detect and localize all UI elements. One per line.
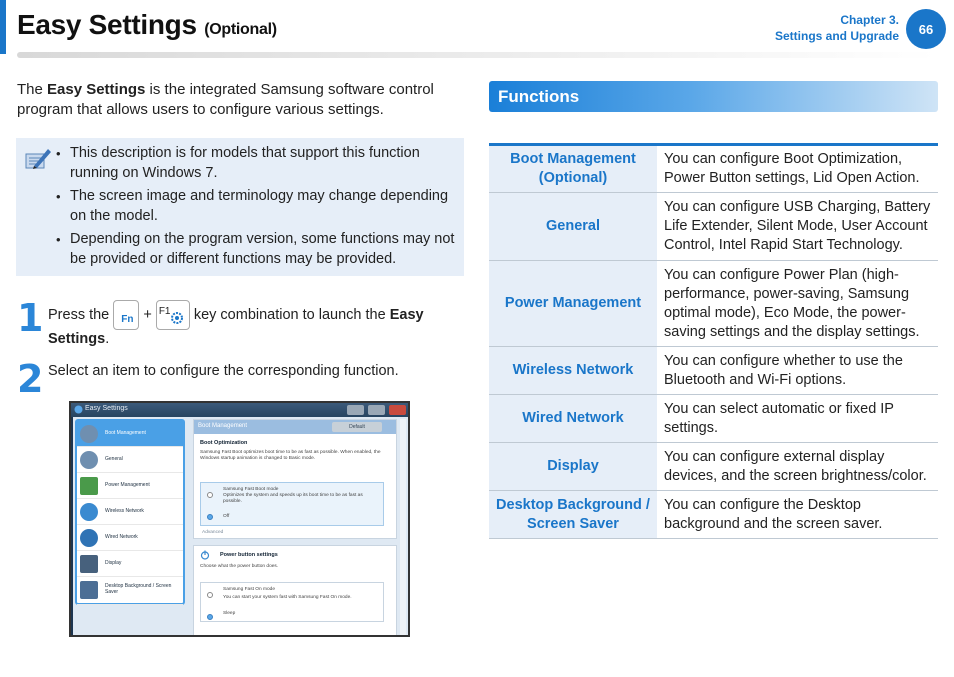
- default-button[interactable]: Default: [332, 422, 382, 432]
- boot-optimization-desc: Samsung Fast Boot optimizes boot time to be as fast as possible. When enabled, the Windows startup animation is changed to Basic mode.: [200, 450, 381, 461]
- power-button-desc: Choose what the power button does.: [200, 564, 279, 569]
- settings-sidebar: [75, 419, 185, 605]
- sidebar-item-wired-network[interactable]: [77, 525, 183, 551]
- note-list: [56, 144, 458, 273]
- pane-scrollbar[interactable]: [400, 419, 406, 635]
- f1-key-icon: [156, 300, 190, 330]
- step-1-bold: Easy Settings: [48, 306, 424, 347]
- function-name: Wired Network: [489, 395, 657, 443]
- option-fast-boot: Samsung Fast Boot mode: [223, 487, 279, 492]
- sidebar-item-wireless-network[interactable]: [77, 499, 183, 525]
- function-name: General: [489, 193, 657, 261]
- radio-fast-on[interactable]: [207, 592, 213, 598]
- function-desc: You can configure whether to use the Bluetooth and Wi-Fi options.: [657, 347, 938, 395]
- page-number-badge: 66: [906, 9, 946, 49]
- table-row: [489, 491, 938, 539]
- intro-prefix: The: [17, 81, 48, 98]
- intro-paragraph: [17, 80, 457, 120]
- note-item: • This description is for models that support this function running on Windows 7.: [56, 144, 458, 183]
- function-desc: You can configure Power Plan (high-performance, power-saving, Samsung optimal mode), Eco Mode, the power-saving settings and the display settings.: [657, 261, 938, 347]
- plus-sign: +: [143, 306, 152, 323]
- option-sleep: Sleep: [223, 611, 236, 616]
- radio-sleep[interactable]: [207, 614, 213, 620]
- app-icon: [74, 405, 83, 414]
- sidebar-item-label: General: [105, 456, 123, 462]
- table-row: [489, 443, 938, 491]
- page-title-text: Easy Settings: [17, 9, 197, 40]
- step-number-1: 1: [17, 296, 44, 340]
- note-item: • The screen image and terminology may change depending on the model.: [56, 187, 458, 226]
- step-1-prefix: Press the: [48, 306, 110, 323]
- functions-heading: Functions: [498, 87, 580, 106]
- desktop-icon: [80, 581, 98, 599]
- function-name: Wireless Network: [489, 347, 657, 395]
- sidebar-item-boot-management[interactable]: [77, 421, 183, 447]
- battery-icon: [80, 477, 98, 495]
- radio-fast-boot[interactable]: [207, 492, 213, 498]
- functions-table: [489, 143, 938, 539]
- boot-icon: [80, 425, 98, 443]
- table-row: [489, 193, 938, 261]
- function-desc: You can configure USB Charging, Battery Life Extender, Silent Mode, User Account Control, Intel Rapid Start Technology.: [657, 193, 938, 261]
- header-divider: [17, 52, 937, 58]
- f1-key-label: F1: [158, 306, 171, 317]
- advanced-button[interactable]: Advanced: [202, 530, 224, 535]
- note-item: • Depending on the program version, some functions may not be provided or different functions may be provided.: [56, 230, 458, 269]
- display-icon: [80, 555, 98, 573]
- pane-title: Boot Management: [198, 423, 248, 429]
- table-row: [489, 347, 938, 395]
- table-row: [489, 145, 938, 193]
- pencil-note-icon: [24, 146, 52, 172]
- pane-header: [194, 420, 396, 434]
- table-row: [489, 395, 938, 443]
- option-fast-on-desc: You can start your system fast with Samsung Fast On mode.: [223, 595, 352, 600]
- minimize-button[interactable]: [347, 405, 364, 415]
- chapter-name: Settings and Upgrade: [774, 29, 899, 43]
- sidebar-item-display[interactable]: [77, 551, 183, 577]
- function-desc: You can configure Boot Optimization, Power Button settings, Lid Open Action.: [657, 145, 938, 193]
- maximize-button[interactable]: [368, 405, 385, 415]
- fn-key-icon: [113, 300, 139, 330]
- sidebar-item-label: Boot Management: [105, 430, 146, 436]
- window-title: Easy Settings: [85, 405, 128, 412]
- window-titlebar: [71, 403, 408, 417]
- header-accent-bar: [0, 0, 6, 54]
- sidebar-item-label: Power Management: [105, 482, 150, 488]
- boot-options-box: [200, 482, 384, 526]
- intro-bold: Easy Settings: [47, 81, 146, 98]
- sidebar-item-power-management[interactable]: [77, 473, 183, 499]
- power-button-pane: [193, 545, 397, 637]
- function-desc: You can select automatic or fixed IP settings.: [657, 395, 938, 443]
- sidebar-item-desktop-background[interactable]: [77, 577, 183, 605]
- sidebar-item-label: Wireless Network: [105, 508, 144, 514]
- page-title-suffix: (Optional): [204, 21, 277, 38]
- option-fast-boot-desc: Optimizes the system and speeds up its boot time to be as fast as possible.: [223, 493, 363, 504]
- fn-key-label: Fn: [121, 314, 134, 325]
- chapter-number: Chapter 3.: [840, 13, 899, 27]
- power-button-label: Power button settings: [220, 552, 278, 558]
- chapter-label: [775, 12, 899, 44]
- page-title: [17, 9, 277, 41]
- table-row: [489, 261, 938, 347]
- step-1-text: [48, 300, 458, 349]
- function-desc: You can configure the Desktop background and the screen saver.: [657, 491, 938, 539]
- step-1-suffix: .: [105, 331, 110, 347]
- function-name: Boot Management (Optional): [489, 145, 657, 193]
- function-desc: You can configure external display devices, and the screen brightness/color.: [657, 443, 938, 491]
- intro-suffix: is the integrated Samsung software control program that allows users to configure various settings.: [17, 81, 434, 118]
- boot-management-pane: [193, 419, 397, 539]
- option-fast-on: Samsung Fast On mode: [223, 587, 275, 592]
- note-box: [16, 138, 464, 276]
- boot-optimization-label: Boot Optimization: [200, 440, 248, 446]
- step-number-2: 2: [17, 357, 44, 401]
- function-name: Desktop Background / Screen Saver: [489, 491, 657, 539]
- window-body: [73, 417, 408, 637]
- settings-gear-icon: [170, 311, 184, 325]
- wireless-icon: [80, 503, 98, 521]
- step-1-middle: key combination to launch the: [193, 306, 386, 323]
- sidebar-item-label: Wired Network: [105, 534, 138, 540]
- sidebar-item-label: Desktop Background / Screen Saver: [105, 583, 172, 595]
- function-name: Display: [489, 443, 657, 491]
- sidebar-item-label: Display: [105, 560, 122, 566]
- power-icon: [200, 550, 210, 560]
- sidebar-item-general[interactable]: [77, 447, 183, 473]
- wired-network-icon: [80, 529, 98, 547]
- power-options-box: [200, 582, 384, 622]
- general-icon: [80, 451, 98, 469]
- radio-off[interactable]: [207, 514, 213, 520]
- close-button[interactable]: [389, 405, 406, 415]
- function-name: Power Management: [489, 261, 657, 347]
- step-2-text: Select an item to configure the corresponding function.: [48, 363, 399, 379]
- easy-settings-screenshot: [69, 401, 410, 637]
- option-off: Off: [223, 514, 230, 519]
- functions-heading-bar: [489, 81, 938, 112]
